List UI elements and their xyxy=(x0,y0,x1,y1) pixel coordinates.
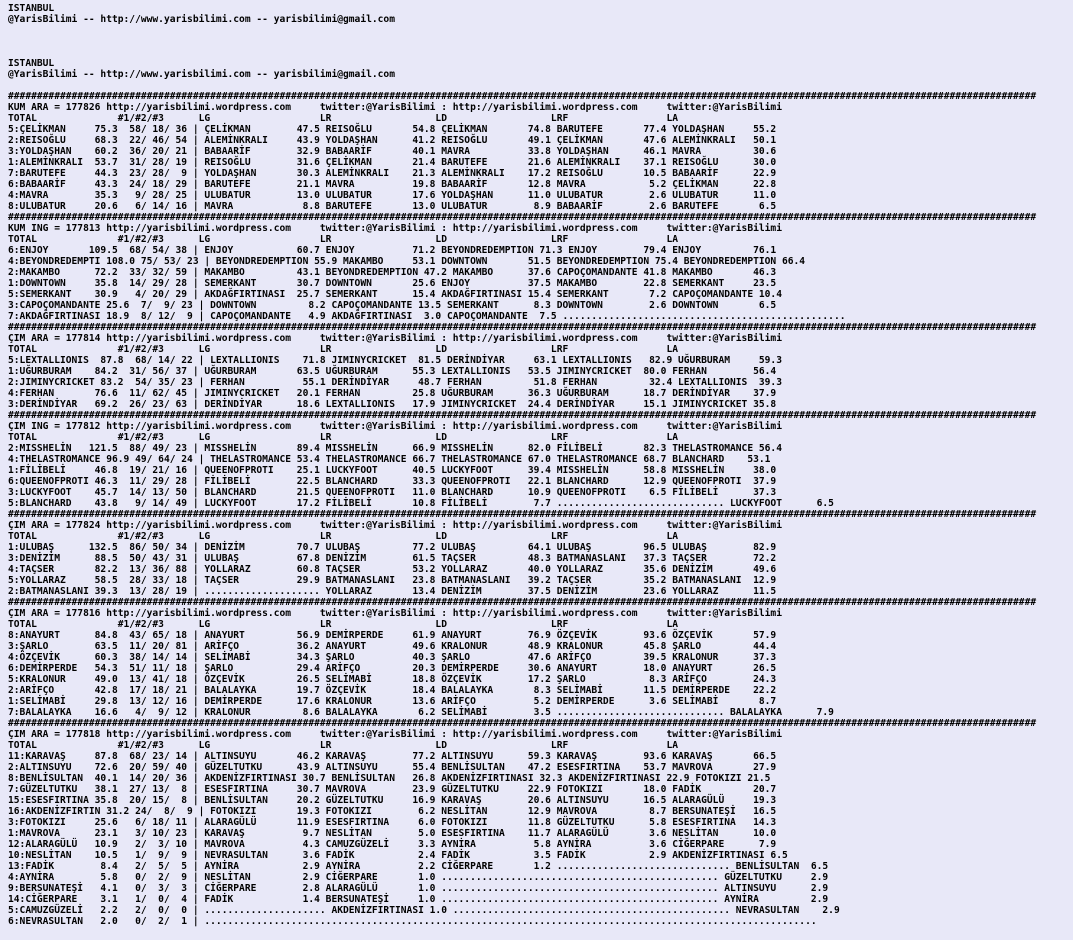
text-line: 4:TAÇSER 82.2 13/ 36/ 88 | YOLLARAZ 60.8 TAÇSER 53.2 YOLLARAZ 40.0 YOLLARAZ 35.6 DENİZİM 49.6 xyxy=(8,564,777,575)
text-line: 16:AKDENİZFIRTIN 31.2 24/ 8/ 9 | FOTOKIZI 19.3 FOTOKIZI 6.2 NESLİTAN 12.9 MAVROVA 8.7 BERSUNATEŞİ 16.5 xyxy=(8,806,777,817)
text-line: 14:CİĞERPARE 3.1 1/ 0/ 4 | FADİK 1.4 BERSUNATEŞİ 1.0 ................................................ AYNİRA 2.9 xyxy=(8,894,829,905)
text-line: 11:KARAVAŞ 87.8 68/ 23/ 14 | ALTINSUYU 46.2 KARAVAŞ 77.2 ALTINSUYU 59.3 KARAVAŞ 93.6 KARAVAŞ 66.5 xyxy=(8,751,777,762)
text-line: 5:SEMERKANT 30.9 4/ 20/ 29 | AKDAĞFIRTINASI 25.7 SEMERKANT 15.4 AKDAĞFIRTINASI 15.4 SEMERKANT 7.2 CAPOÇOMANDANTE 10.4 xyxy=(8,289,782,300)
text-line: 4:THELASTROMANCE 96.9 49/ 64/ 24 | THELASTROMANCE 53.4 THELASTROMANCE 66.7 THELASTROMANCE 67.0 THELASTROMANCE 68.7 BLANCHARD 53.1 xyxy=(8,454,771,465)
text-line: 5:KRALONUR 49.0 13/ 41/ 18 | ÖZÇEVİK 26.5 SELİMABİ 18.8 ÖZÇEVİK 17.2 ŞARLO 8.3 ARİFÇO 24.3 xyxy=(8,674,777,685)
text-line: 8:ANAYURT 84.8 43/ 65/ 18 | ANAYURT 56.9 DEMİRPERDE 61.9 ANAYURT 76.9 ÖZÇEVİK 93.6 ÖZÇEVİK 57.9 xyxy=(8,630,777,641)
text-line: 6:DEMİRPERDE 54.3 51/ 11/ 18 | ŞARLO 29.4 ARİFÇO 20.3 DEMİRPERDE 30.6 ANAYURT 18.0 ANAYURT 26.5 xyxy=(8,663,777,674)
text-line: TOTAL #1/#2/#3 LG LR LD LRF LA xyxy=(8,740,679,751)
text-line: 3:CAPOÇOMANDANTE 25.6 7/ 9/ 23 | DOWNTOWN 8.2 CAPOÇOMANDANTE 13.5 SEMERKANT 8.3 DOWNTOWN 2.6 DOWNTOWN 6.5 xyxy=(8,300,777,311)
text-line: 6:BABAARİF 43.3 24/ 18/ 29 | BARUTEFE 21.1 MAVRA 19.8 BABAARİF 12.8 MAVRA 5.2 ÇELİKMAN 22.8 xyxy=(8,179,777,190)
text-line: 6:QUEENOFPROTI 46.3 11/ 29/ 28 | FİLİBELİ 22.5 BLANCHARD 33.3 QUEENOFPROTI 22.1 BLANCHARD 12.9 QUEENOFPROTI 37.9 xyxy=(8,476,777,487)
text-line: ISTANBUL xyxy=(8,3,55,14)
text-line: 6:ENJOY 109.5 68/ 54/ 38 | ENJOY 60.7 ENJOY 71.2 BEYONDREDEMPTION 71.3 ENJOY 79.4 ENJOY 76.1 xyxy=(8,245,777,256)
race-stats-text xyxy=(8,3,1073,927)
text-line: 3:DENİZİM 88.5 50/ 43/ 31 | ULUBAŞ 67.8 DENİZİM 61.5 TAÇSER 48.3 BATMANASLANI 37.3 TAÇSER 72.2 xyxy=(8,553,777,564)
text-line: 9:BERSUNATEŞİ 4.1 0/ 3/ 3 | CİĞERPARE 2.8 ALARAGÜLÜ 1.0 ................................................ ALTINSUYU 2.9 xyxy=(8,883,829,894)
text-line: 13:FADİK 8.4 2/ 5/ 5 | AYNİRA 2.9 AYNİRA 2.2 CİĞERPARE 1.2 .............................. BENLİSULTAN 6.5 xyxy=(8,861,829,872)
text-line: 7:GÜZELTUTKU 38.1 27/ 13/ 8 | ESESFIRTINA 30.7 MAVROVA 23.9 GÜZELTUTKU 22.9 FOTOKIZI 18.0 FADİK 20.7 xyxy=(8,784,777,795)
text-line: 7:BALALAYKA 16.6 4/ 9/ 12 | KRALONUR 8.6 BALALAYKA 6.2 SELİMABİ 3.5 ............................. BALALAYKA 7.9 xyxy=(8,707,834,718)
text-line: @YarisBilimi -- http://www.yarisbilimi.com -- yarisbilimi@gmail.com xyxy=(8,14,395,25)
text-line: 8:ULUBATUR 20.6 6/ 14/ 16 | MAVRA 8.8 BARUTEFE 13.0 ULUBATUR 8.9 BABAARİF 2.6 BARUTEFE 6.5 xyxy=(8,201,777,212)
text-line: 7:BARUTEFE 44.3 23/ 28/ 9 | YOLDAŞHAN 30.3 ALEMİNKRALI 21.3 ALEMİNKRALI 17.2 REISOĞLU 10.5 BABAARİF 22.9 xyxy=(8,168,777,179)
text-line: 2:MISSHELİN 121.5 88/ 49/ 23 | MISSHELİN 89.4 MISSHELİN 66.9 MISSHELİN 82.0 FİLİBELİ 82.3 THELASTROMANCE 56.4 xyxy=(8,443,782,454)
text-line: 5:ÇELİKMAN 75.3 58/ 18/ 36 | ÇELİKMAN 47.5 REISOĞLU 54.8 ÇELİKMAN 74.8 BARUTEFE 77.4 YOLDAŞHAN 55.2 xyxy=(8,124,777,135)
text-line: 3:LUCKYFOOT 45.7 14/ 13/ 50 | BLANCHARD 21.5 QUEENOFPROTI 11.0 BLANCHARD 10.9 QUEENOFPROTI 6.5 FİLİBELİ 37.3 xyxy=(8,487,777,498)
text-line: 5:YOLLARAZ 58.5 28/ 33/ 18 | TAÇSER 29.9 BATMANASLANI 23.8 BATMANASLANI 39.2 TAÇSER 35.2 BATMANASLANI 12.9 xyxy=(8,575,777,586)
text-line: 2:JIMINYCRICKET 83.2 54/ 35/ 23 | FERHAN 55.1 DERİNDİYAR 48.7 FERHAN 51.8 FERHAN 32.4 LEXTALLIONIS 39.3 xyxy=(8,377,782,388)
text-line: 1:FİLİBELİ 46.8 19/ 21/ 16 | QUEENOFPROTI 25.1 LUCKYFOOT 40.5 LUCKYFOOT 39.4 MISSHELİN 58.8 MISSHELİN 38.0 xyxy=(8,465,777,476)
text-line: TOTAL #1/#2/#3 LG LR LD LRF LA xyxy=(8,432,679,443)
text-line xyxy=(8,47,1073,58)
text-line: 1:ULUBAŞ 132.5 86/ 50/ 34 | DENİZİM 70.7 ULUBAŞ 77.2 ULUBAŞ 64.1 ULUBAŞ 96.5 ULUBAŞ 82.9 xyxy=(8,542,777,553)
text-line: ÇIM ARA = 177814 http://yarisbilimi.wordpress.com twitter:@YarisBilimi : http://yarisbilimi.wordpress.com twitter:@YarisBilimi xyxy=(8,333,782,344)
text-line: 2:ARİFÇO 42.8 17/ 18/ 21 | BALALAYKA 19.7 ÖZÇEVİK 18.4 BALALAYKA 8.3 SELİMABİ 11.5 DEMİRPERDE 22.2 xyxy=(8,685,777,696)
text-line: TOTAL #1/#2/#3 LG LR LD LRF LA xyxy=(8,531,679,542)
text-line: 3:FOTOKIZI 25.6 6/ 18/ 11 | ALARAGÜLÜ 11.9 ESESFIRTINA 6.0 FOTOKIZI 11.8 GÜZELTUTKU 5.8 ESESFIRTINA 14.3 xyxy=(8,817,777,828)
text-line: 3:ŞARLO 63.5 11/ 20/ 81 | ARİFÇO 36.2 ANAYURT 49.6 KRALONUR 48.9 KRALONUR 45.8 ŞARLO 44.4 xyxy=(8,641,777,652)
text-line: ÇIM ARA = 177818 http://yarisbilimi.wordpress.com twitter:@YarisBilimi : http://yarisbilimi.wordpress.com twitter:@YarisBilimi xyxy=(8,729,782,740)
text-line: 4:FERHAN 76.6 11/ 62/ 45 | JIMINYCRICKET 20.1 FERHAN 25.8 UĞURBURAM 36.3 UĞURBURAM 18.7 DERİNDİYAR 37.9 xyxy=(8,388,777,399)
text-line: ################################################################################################################################################################################## xyxy=(8,212,1037,223)
text-line: TOTAL #1/#2/#3 LG LR LD LRF LA xyxy=(8,234,679,245)
text-line: 1:SELİMABİ 29.8 13/ 12/ 16 | DEMİRPERDE 17.6 KRALONUR 13.6 ARİFÇO 5.2 DEMİRPERDE 3.6 SELİMABİ 8.7 xyxy=(8,696,777,707)
text-line: 7:AKDAĞFIRTINASI 18.9 8/ 12/ 9 | CAPOÇOMANDANTE 4.9 AKDAĞFIRTINASI 3.0 CAPOÇOMANDANTE 7.5 ................................................. xyxy=(8,311,846,322)
text-line: ################################################################################################################################################################################## xyxy=(8,597,1037,608)
text-line: ISTANBUL xyxy=(8,58,55,69)
text-line: 4:MAVRA 35.3 9/ 28/ 25 | ULUBATUR 13.0 ULUBATUR 17.6 YOLDAŞHAN 11.0 ULUBATUR 2.6 ULUBATUR 11.0 xyxy=(8,190,777,201)
text-line xyxy=(8,36,1073,47)
text-line: 1:UĞURBURAM 84.2 31/ 56/ 37 | UĞURBURAM 63.5 UĞURBURAM 55.3 LEXTALLIONIS 53.5 JIMINYCRICKET 80.0 FERHAN 56.4 xyxy=(8,366,777,377)
text-line: ################################################################################################################################################################################## xyxy=(8,718,1037,729)
text-line: KUM ARA = 177826 http://yarisbilimi.wordpress.com twitter:@YarisBilimi : http://yarisbilimi.wordpress.com twitter:@YarisBilimi xyxy=(8,102,782,113)
text-line xyxy=(8,80,1073,91)
text-line: 3:DERİNDİYAR 69.2 26/ 23/ 63 | DERİNDİYAR 18.6 LEXTALLIONIS 17.9 JIMINYCRICKET 24.4 DERİNDİYAR 15.1 JIMINYCRICKET 35.8 xyxy=(8,399,777,410)
text-line: TOTAL #1/#2/#3 LG LR LD LRF LA xyxy=(8,113,679,124)
text-line: 2:BATMANASLANI 39.3 13/ 28/ 19 | .................... YOLLARAZ 13.4 DENİZİM 37.5 DENİZİM 23.6 YOLLARAZ 11.5 xyxy=(8,586,777,597)
text-line: ################################################################################################################################################################################## xyxy=(8,91,1037,102)
text-line: 6:NEVRASULTAN 2.0 0/ 2/ 1 | .......................................................................................................... xyxy=(8,916,817,927)
text-line: 2:ALTINSUYU 72.6 20/ 59/ 40 | GÜZELTUTKU 43.9 ALTINSUYU 55.4 BENLİSULTAN 47.2 ESESFIRTINA 53.7 MAVROVA 27.9 xyxy=(8,762,777,773)
text-line: ################################################################################################################################################################################## xyxy=(8,509,1037,520)
text-line: 5:LEXTALLIONIS 87.8 68/ 14/ 22 | LEXTALLIONIS 71.8 JIMINYCRICKET 81.5 DERİNDİYAR 63.1 LEXTALLIONIS 82.9 UĞURBURAM 59.3 xyxy=(8,355,782,366)
text-line: @YarisBilimi -- http://www.yarisbilimi.com -- yarisbilimi@gmail.com xyxy=(8,69,395,80)
text-line: 4:AYNİRA 5.8 0/ 2/ 9 | NESLİTAN 2.9 CİĞERPARE 1.0 ................................................ GÜZELTUTKU 2.9 xyxy=(8,872,829,883)
text-line: TOTAL #1/#2/#3 LG LR LD LRF LA xyxy=(8,344,679,355)
text-line: 4:ÖZÇEVİK 60.3 38/ 14/ 14 | SELİMABİ 34.3 ŞARLO 40.3 ŞARLO 47.6 ARİFÇO 39.5 KRALONUR 37.3 xyxy=(8,652,777,663)
text-line: ################################################################################################################################################################################## xyxy=(8,410,1037,421)
text-line: 8:BENLİSULTAN 40.1 14/ 20/ 36 | AKDENİZFIRTINASI 30.7 BENLİSULTAN 26.8 AKDENİZFIRTINASI 32.3 AKDENİZFIRTINASI 22.9 FOTOKIZI 21.5 xyxy=(8,773,771,784)
text-line: 10:NESLİTAN 10.5 1/ 9/ 9 | NEVRASULTAN 3.6 FADİK 2.4 FADİK 3.5 FADİK 2.9 AKDENİZFIRTINASI 6.5 xyxy=(8,850,788,861)
text-line: 15:ESESFIRTINA 35.8 20/ 15/ 8 | BENLİSULTAN 20.2 GÜZELTUTKU 16.9 KARAVAŞ 20.6 ALTINSUYU 16.5 ALARAGÜLÜ 19.3 xyxy=(8,795,777,806)
text-line: 2:MAKAMBO 72.2 33/ 32/ 59 | MAKAMBO 43.1 BEYONDREDEMPTION 47.2 MAKAMBO 37.6 CAPOÇOMANDANTE 41.8 MAKAMBO 46.3 xyxy=(8,267,777,278)
text-line: TOTAL #1/#2/#3 LG LR LD LRF LA xyxy=(8,619,679,630)
text-line: 12:ALARAGÜLÜ 10.9 2/ 3/ 10 | MAVROVA 4.3 CAMUZGÜZELİ 3.3 AYNİRA 5.8 AYNİRA 3.6 CİĞERPARE 7.9 xyxy=(8,839,777,850)
text-line: 1:MAVROVA 23.1 3/ 10/ 23 | KARAVAŞ 9.7 NESLİTAN 5.0 ESESFIRTINA 11.7 ALARAGÜLÜ 3.6 NESLİTAN 10.0 xyxy=(8,828,777,839)
text-line: 1:DOWNTOWN 35.8 14/ 29/ 28 | SEMERKANT 30.7 DOWNTOWN 25.6 ENJOY 37.5 MAKAMBO 22.8 SEMERKANT 23.5 xyxy=(8,278,777,289)
text-line: ÇIM ARA = 177816 http://yarisbilimi.wordpress.com twitter:@YarisBilimi : http://yarisbilimi.wordpress.com twitter:@YarisBilimi xyxy=(8,608,782,619)
text-line: 3:YOLDAŞHAN 60.2 36/ 20/ 21 | BABAARİF 32.9 BABAARİF 40.1 MAVRA 33.8 YOLDAŞHAN 46.1 MAVRA 30.6 xyxy=(8,146,777,157)
text-line: 4:BEYONDREDEMPTI 108.0 75/ 53/ 23 | BEYONDREDEMPTION 55.9 MAKAMBO 53.1 DOWNTOWN 51.5 BEYONDREDEMPTION 75.4 BEYONDREDEMPTION 66.4 xyxy=(8,256,806,267)
text-line: ÇIM ING = 177812 http://yarisbilimi.wordpress.com twitter:@YarisBilimi : http://yarisbilimi.wordpress.com twitter:@YarisBilimi xyxy=(8,421,782,432)
text-line: ÇIM ARA = 177824 http://yarisbilimi.wordpress.com twitter:@YarisBilimi : http://yarisbilimi.wordpress.com twitter:@YarisBilimi xyxy=(8,520,782,531)
text-line: 1:ALEMİNKRALI 53.7 31/ 28/ 19 | REISOĞLU 31.6 ÇELİKMAN 21.4 BARUTEFE 21.6 ALEMİNKRALI 37.1 REISOĞLU 30.0 xyxy=(8,157,777,168)
text-line xyxy=(8,25,1073,36)
text-line: 5:BLANCHARD 43.8 9/ 14/ 49 | LUCKYFOOT 17.2 FİLİBELİ 10.8 FİLİBELİ 7.7 ............................. LUCKYFOOT 6.5 xyxy=(8,498,834,509)
text-line: KUM ING = 177813 http://yarisbilimi.wordpress.com twitter:@YarisBilimi : http://yarisbilimi.wordpress.com twitter:@YarisBilimi xyxy=(8,223,782,234)
text-line: 2:REISOĞLU 68.3 22/ 46/ 54 | ALEMİNKRALI 43.9 YOLDAŞHAN 41.2 REISOĞLU 49.1 ÇELİKMAN 47.6 ALEMİNKRALI 50.1 xyxy=(8,135,777,146)
text-line: 5:CAMUZGÜZELİ 2.2 2/ 0/ 0 | ..................... AKDENİZFIRTINASI 1.0 ................................................ NEVRASULTAN 2.9 xyxy=(8,905,840,916)
text-line: ################################################################################################################################################################################## xyxy=(8,322,1037,333)
